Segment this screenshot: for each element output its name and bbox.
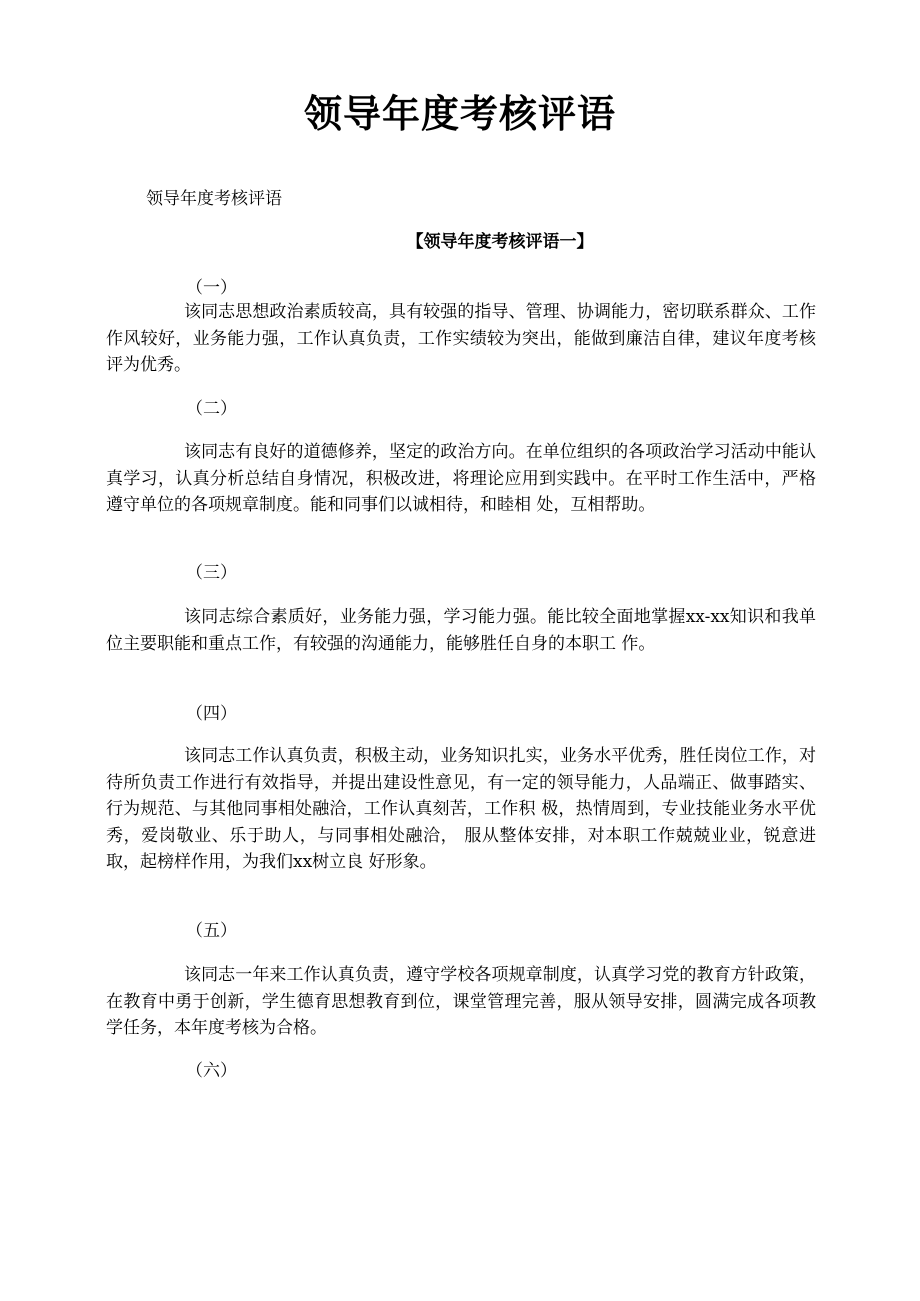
document-subtitle: 领导年度考核评语 — [146, 189, 282, 209]
entry-marker-1: （一） — [186, 278, 237, 298]
entry-marker-4: （四） — [186, 704, 237, 724]
entry-paragraph-5: 该同志一年来工作认真负责，遵守学校各项规章制度，认真学习党的教育方针政策，在教育中勇于创新，学生德育思想教育到位，课堂管理完善，服从领导安排，圆满完成各项教学任务，本年度考核为合格。 — [106, 965, 816, 1038]
document-title: 领导年度考核评语 — [303, 92, 616, 136]
entry-paragraph-3: 该同志综合素质好，业务能力强，学习能力强。能比较全面地掌握xx-xx知识和我单位主要职能和重点工作，有较强的沟通能力，能够胜任自身的本职工 作。 — [106, 607, 816, 654]
entry-paragraph-2: 该同志有良好的道德修养，坚定的政治方向。在单位组织的各项政治学习活动中能认真学习，认真分析总结自身情况，积极改进，将理论应用到实践中。在平时工作生活中，严格遵守单位的各项规章制度。能和同事们以诚相待，和睦相 处，互相帮助。 — [106, 442, 816, 515]
entry-marker-2: （二） — [186, 399, 237, 419]
entry-paragraph-4: 该同志工作认真负责，积极主动，业务知识扎实，业务水平优秀，胜任岗位工作，对待所负责工作进行有效指导，并提出建设性意见，有一定的领导能力，人品端正、做事踏实、行为规范、与其他同事相处融洽，工作认真刻苦，工作积 极，热情周到，专业技能业务水平优秀，爱岗敬业、乐于助人，与同事相处融洽， 服从整体安排，对本职工作兢兢业业，锐意进取，起榜样作用，为我们xx树立良 好形象。 — [106, 746, 816, 872]
entry-marker-3: （三） — [186, 563, 237, 583]
entry-paragraph-1: 该同志思想政治素质较高，具有较强的指导、管理、协调能力，密切联系群众、工作作风较好，业务能力强，工作认真负责，工作实绩较为突出，能做到廉洁自律，建议年度考核评为优秀。 — [106, 302, 816, 375]
section-heading: 【领导年度考核评语一】 — [406, 232, 594, 252]
entry-marker-5: （五） — [186, 921, 237, 941]
entry-marker-6: （六） — [186, 1061, 237, 1081]
